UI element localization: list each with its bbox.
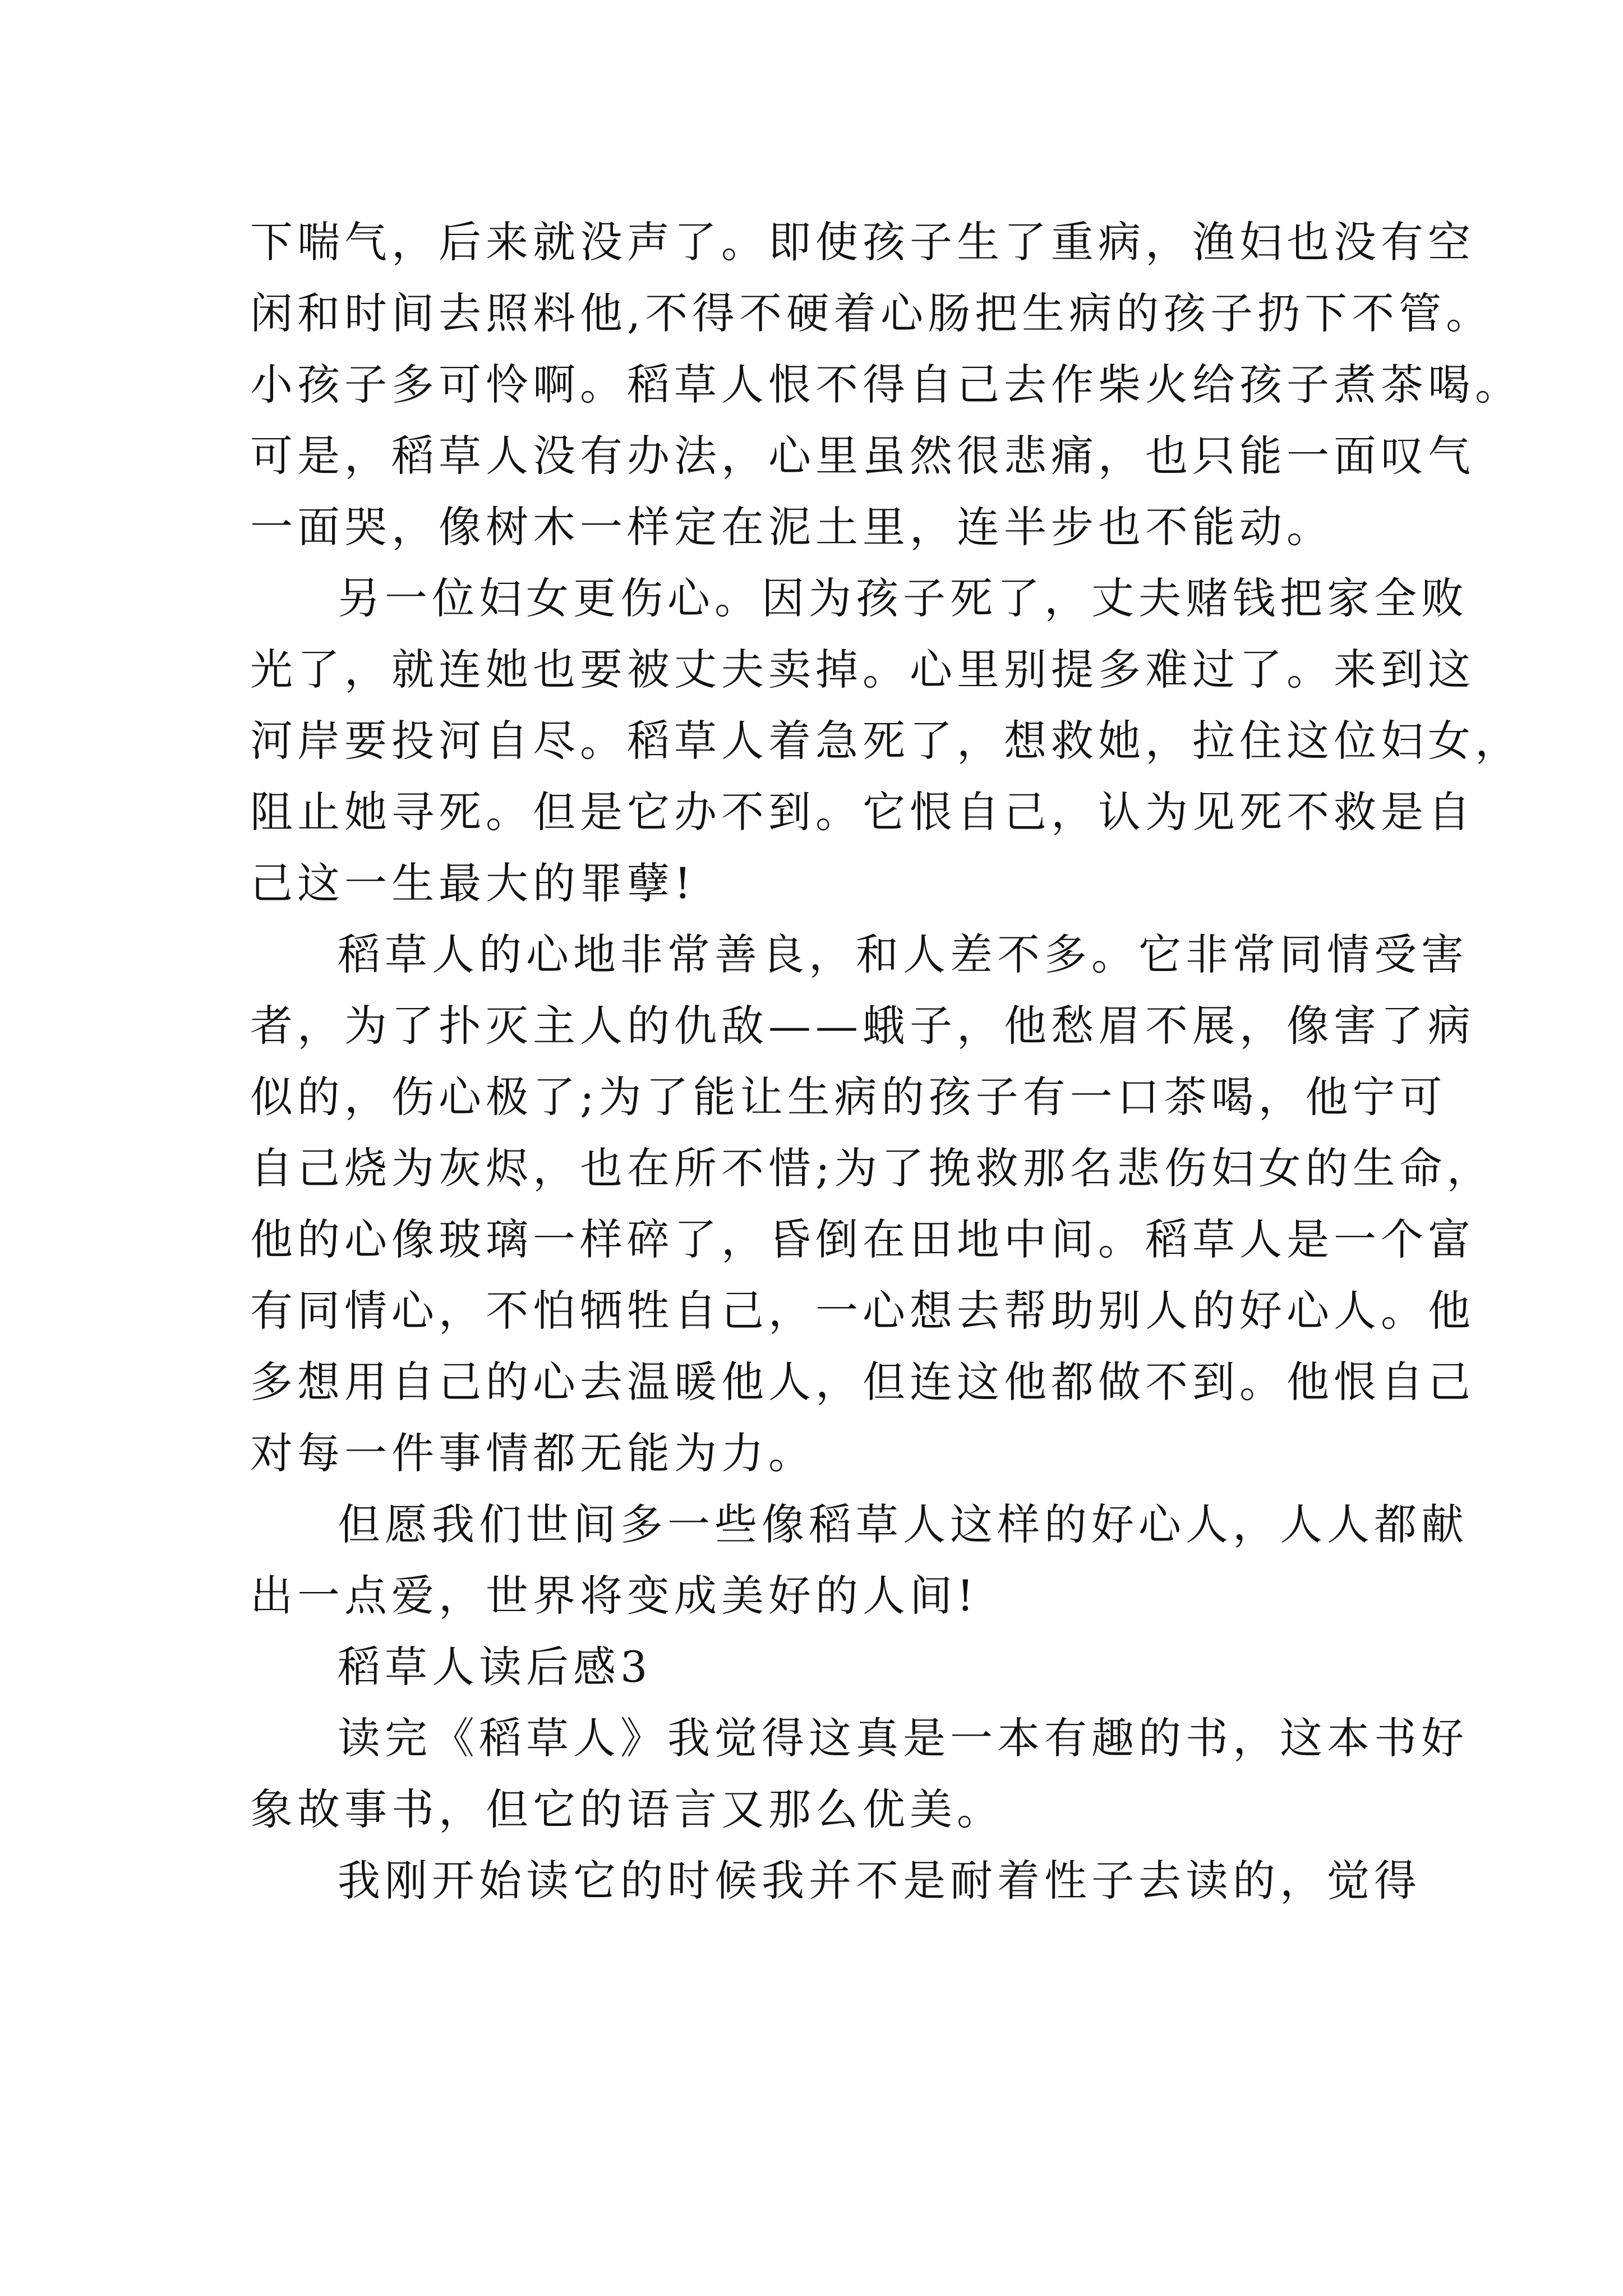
- text-line: 己这一生最大的罪孽!: [250, 858, 696, 908]
- text-line: 他的心像玻璃一样碎了，昏倒在田地中间。稻草人是一个富: [250, 1214, 1475, 1264]
- text-line: 对每一件事情都无能为力。: [250, 1428, 815, 1478]
- text-line: 河岸要投河自尽。稻草人着急死了，想救她，拉住这位妇女，: [250, 716, 1522, 766]
- text-line: 小孩子多可怜啊。稻草人恨不得自己去作柴火给孩子煮茶喝。: [250, 360, 1522, 409]
- text-line: 多想用自己的心去温暖他人，但连这他都做不到。他恨自己: [250, 1357, 1475, 1407]
- text-line: 出一点爱，世界将变成美好的人间!: [250, 1571, 979, 1621]
- paragraph-start-line: 我刚开始读它的时候我并不是耐着性子去读的，觉得: [338, 1856, 1421, 1906]
- paragraph-start-line: 另一位妇女更伤心。因为孩子死了，丈夫赌钱把家全败: [338, 573, 1468, 623]
- text-line: 光了，就连她也要被丈夫卖掉。心里别提多难过了。来到这: [250, 645, 1475, 694]
- text-line: 有同情心，不怕牺牲自己，一心想去帮助别人的好心人。他: [250, 1286, 1475, 1336]
- text-line: 自己烧为灰烬，也在所不惜;为了挽救那名悲伤妇女的生命，: [250, 1143, 1494, 1193]
- text-line: 可是，稻草人没有办法，心里虽然很悲痛，也只能一面叹气: [250, 431, 1475, 481]
- text-line: 象故事书，但它的语言又那么优美。: [250, 1784, 1004, 1834]
- text-line: 者，为了扑灭主人的仇敌——蛾子，他愁眉不展，像害了病: [250, 1001, 1475, 1051]
- text-line: 闲和时间去照料他,不得不硬着心肠把生病的孩子扔下不管。: [250, 288, 1493, 338]
- text-line: 阻止她寻死。但是它办不到。它恨自己，认为见死不救是自: [250, 787, 1475, 837]
- paragraph-start-line: 但愿我们世间多一些像稻草人这样的好心人，人人都献: [338, 1499, 1468, 1549]
- paragraph-start-line: 稻草人的心地非常善良，和人差不多。它非常同情受害: [338, 930, 1468, 979]
- text-line: 下喘气，后来就没声了。即使孩子生了重病，渔妇也没有空: [250, 217, 1475, 267]
- text-line: 一面哭，像树木一样定在泥土里，连半步也不能动。: [250, 502, 1334, 552]
- text-line: 似的，伤心极了;为了能让生病的孩子有一口茶喝，他宁可: [250, 1072, 1447, 1122]
- paragraph-start-line: 读完《稻草人》我觉得这真是一本有趣的书，这本书好: [338, 1713, 1468, 1763]
- section-heading: 稻草人读后感3: [338, 1642, 652, 1692]
